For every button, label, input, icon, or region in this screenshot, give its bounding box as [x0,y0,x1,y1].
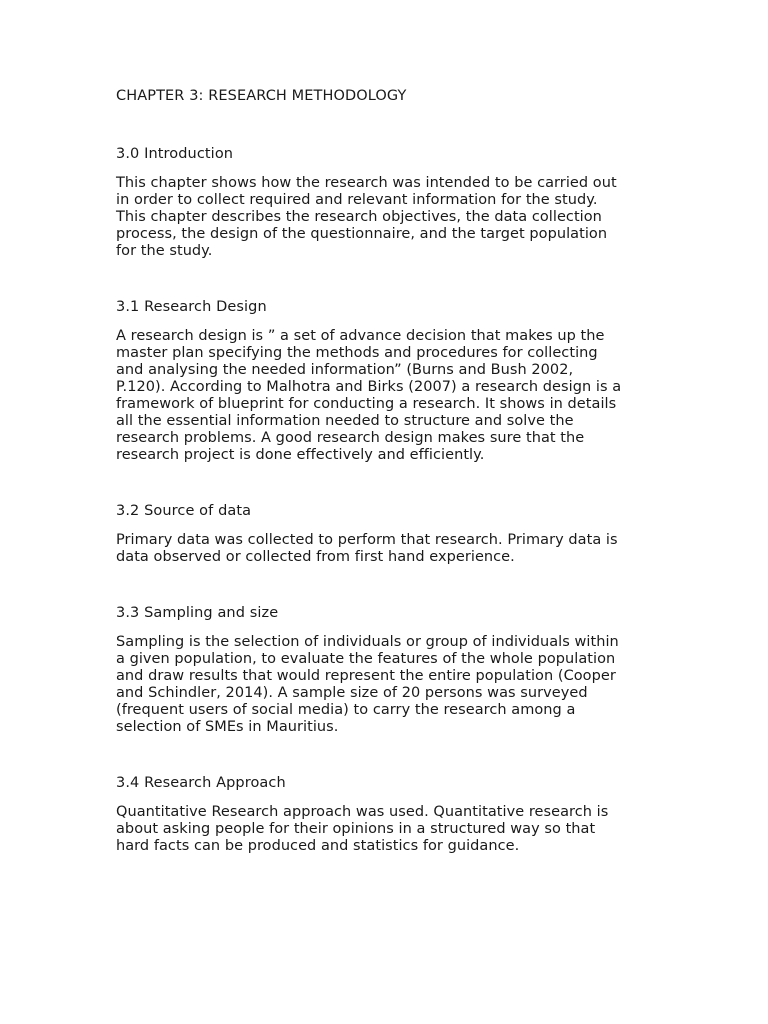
section-body [116,634,656,736]
text-line: (frequent users of social media) to carry the research among a [116,702,576,718]
text-line: data observed or collected from first hand experience. [116,549,515,565]
text-line: master plan specifying the methods and procedures for collecting [116,345,598,361]
text-line: selection of SMEs in Mauritius. [116,719,339,735]
text-line: A research design is ” a set of advance decision that makes up the [116,328,605,344]
text-line: Primary data was collected to perform that research. Primary data is [116,532,618,548]
text-line: This chapter shows how the research was intended to be carried out [116,175,617,191]
section-heading: 3.4 Research Approach [116,775,286,791]
section-heading: 3.2 Source of data [116,503,252,519]
text-line: about asking people for their opinions in a structured way so that [116,821,596,837]
section-heading: 3.3 Sampling and size [116,605,279,621]
text-line: framework of blueprint for conducting a research. It shows in details [116,396,617,412]
text-line: and draw results that would represent the entire population (Cooper [116,668,616,684]
section-source-of-data [116,502,656,566]
section-body [116,532,656,566]
text-line: Sampling is the selection of individuals or group of individuals within [116,634,619,650]
section-body [116,328,656,464]
text-line: process, the design of the questionnaire, and the target population [116,226,608,242]
text-line: for the study. [116,243,213,259]
text-line: all the essential information needed to structure and solve the [116,413,574,429]
section-introduction [116,145,656,260]
text-line: This chapter describes the research objectives, the data collection [116,209,602,225]
chapter-title: CHAPTER 3: RESEARCH METHODOLOGY [116,88,407,104]
section-heading: 3.1 Research Design [116,299,267,315]
text-line: a given population, to evaluate the features of the whole population [116,651,616,667]
text-line: in order to collect required and relevant information for the study. [116,192,598,208]
section-research-design [116,298,656,464]
text-line: Quantitative Research approach was used. Quantitative research is [116,804,609,820]
document-page [116,87,656,855]
text-line: and Schindler, 2014). A sample size of 20 persons was surveyed [116,685,588,701]
section-sampling-and-size [116,604,656,736]
text-line: and analysing the needed information” (Burns and Bush 2002, [116,362,574,378]
section-heading: 3.0 Introduction [116,146,234,162]
text-line: P.120). According to Malhotra and Birks (2007) a research design is a [116,379,622,395]
section-research-approach [116,774,656,855]
section-body [116,175,656,260]
text-line: research project is done effectively and efficiently. [116,447,485,463]
text-line: hard facts can be produced and statistics for guidance. [116,838,520,854]
text-line: research problems. A good research design makes sure that the [116,430,585,446]
section-body [116,804,656,855]
